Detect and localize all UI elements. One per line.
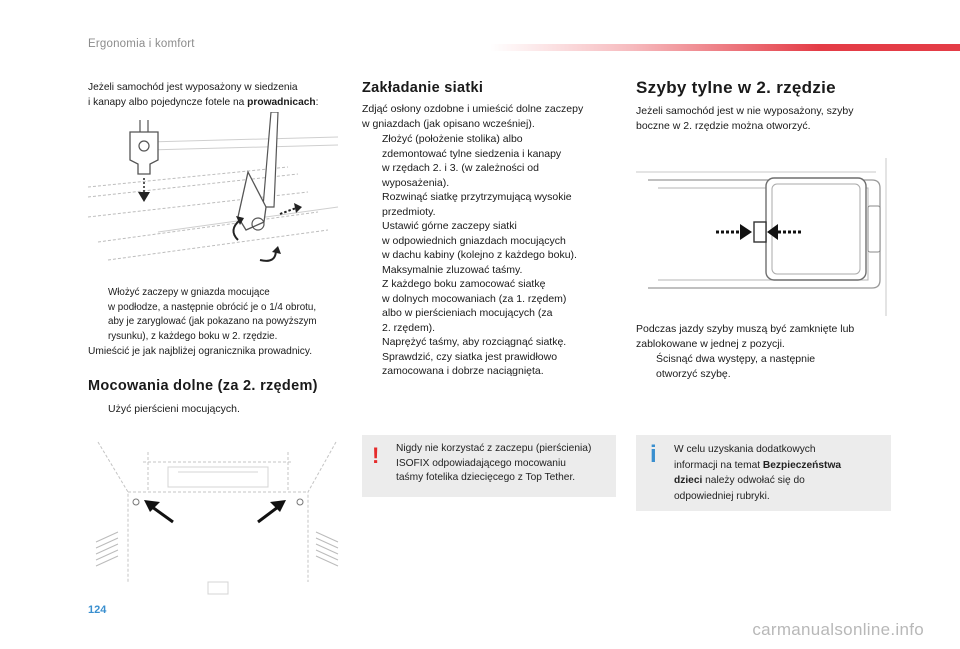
page-number: 124 bbox=[88, 604, 107, 616]
step-item bbox=[362, 132, 618, 190]
step-line: albo w pierścieniach mocujących (za bbox=[382, 307, 553, 319]
step-item bbox=[362, 190, 618, 219]
info-line: odpowiedniej rubryki. bbox=[674, 490, 770, 502]
step-item bbox=[88, 402, 350, 417]
info-icon: i bbox=[650, 441, 657, 468]
text-line: w gniazdach (jak opisano wcześniej). bbox=[362, 118, 535, 130]
info-bold: Bezpieczeństwa bbox=[762, 459, 842, 471]
step-item bbox=[362, 277, 618, 335]
intro-end: : bbox=[315, 97, 319, 108]
intro-line-1: Jeżeli samochód jest wyposażony w siedzenia bbox=[88, 82, 298, 93]
text-line: Podczas jazdy szyby muszą być zamknięte lub bbox=[636, 323, 855, 335]
info-line: W celu uzyskania dodatkowych bbox=[674, 444, 816, 455]
step-line: zamocowana i dobrze naciągnięta. bbox=[382, 365, 544, 377]
intro-bold: prowadnicach bbox=[247, 97, 316, 108]
step-item bbox=[362, 350, 618, 379]
lower-anchors-heading: Mocowania dolne (za 2. rzędem) bbox=[88, 378, 318, 394]
step-line: Złożyć (położenie stolika) albo bbox=[382, 133, 523, 145]
step-line: w rzędach 2. i 3. (w zależności od bbox=[382, 162, 539, 174]
step-line: Sprawdzić, czy siatka jest prawidłowo bbox=[382, 350, 558, 363]
step-line: Naprężyć taśmy, aby rozciągnąć siatkę. bbox=[382, 336, 567, 348]
step-line: otworzyć szybę. bbox=[656, 367, 731, 380]
step-item bbox=[88, 286, 350, 344]
text-line: boczne w 2. rzędzie można otworzyć. bbox=[636, 120, 811, 132]
info-line: należy odwołać się do bbox=[702, 475, 805, 486]
step-item bbox=[362, 219, 618, 263]
step-text: Użyć pierścieni mocujących. bbox=[108, 403, 240, 415]
net-step-list bbox=[362, 132, 618, 379]
step-line: Ustawić górne zaczepy siatki bbox=[382, 220, 517, 232]
warning-icon: ! bbox=[372, 443, 380, 468]
text-line: Zdjąć osłony ozdobne i umieścić dolne zaczepy bbox=[362, 103, 584, 115]
info-note bbox=[636, 435, 891, 511]
step-line: w dachu kabiny (kolejno z każdego boku). bbox=[382, 249, 577, 261]
info-bold: dzieci bbox=[674, 475, 703, 486]
text-line: zablokowane w jednej z pozycji. bbox=[636, 338, 785, 350]
header-accent-bar bbox=[490, 44, 960, 51]
warning-line: taśmy fotelika dziecięcego z Top Tether. bbox=[396, 472, 576, 483]
step-line: wyposażenia). bbox=[382, 176, 450, 189]
step-line: rysunku), z każdego boku w 2. rzędzie. bbox=[108, 330, 278, 342]
step-line: Ścisnąć dwa występy, a następnie bbox=[656, 353, 816, 365]
warning-text bbox=[396, 442, 612, 486]
step-list-lower bbox=[88, 402, 350, 417]
warning-line: ISOFIX odpowiadającego mocowaniu bbox=[396, 457, 566, 469]
step-line: w podłodze, a następnie obrócić je o 1/4 obrotu, bbox=[108, 301, 317, 313]
warning-line: Nigdy nie korzystać z zaczepu (pierścienia) bbox=[396, 443, 592, 454]
info-text bbox=[674, 442, 886, 504]
warning-note bbox=[362, 435, 616, 497]
section-title: Ergonomia i komfort bbox=[88, 38, 195, 50]
window-step-list bbox=[636, 352, 892, 381]
step-line: Maksymalnie zluzować taśmy. bbox=[382, 263, 523, 276]
step-line: Włożyć zaczepy w gniazda mocujące bbox=[108, 287, 270, 298]
step-list-anchors bbox=[88, 286, 350, 359]
step-line: 2. rzędem). bbox=[382, 321, 436, 334]
intro-text bbox=[88, 80, 350, 110]
rear-windows-heading: Szyby tylne w 2. rzędzie bbox=[636, 78, 836, 97]
guide-note: Umieścić je jak najbliżej ogranicznika prowadnicy. bbox=[88, 346, 313, 357]
floor-rings-illustration bbox=[88, 432, 346, 597]
step-line: przedmioty. bbox=[382, 205, 436, 218]
step-line: Z każdego boku zamocować siatkę bbox=[382, 278, 546, 290]
net-install-text bbox=[362, 102, 618, 379]
rear-window-illustration bbox=[636, 158, 892, 316]
anchor-illustration bbox=[88, 112, 346, 272]
step-item bbox=[362, 263, 618, 278]
net-intro bbox=[362, 102, 618, 132]
step-item bbox=[362, 335, 618, 350]
rear-windows-intro bbox=[636, 104, 892, 134]
step-line: Rozwinąć siatkę przytrzymującą wysokie bbox=[382, 191, 572, 203]
intro-line-2: i kanapy albo pojedyncze fotele na bbox=[88, 97, 248, 108]
step-line: w odpowiednich gniazdach mocujących bbox=[382, 234, 566, 247]
text-line: Jeżeli samochód jest w nie wyposażony, szyby bbox=[636, 105, 854, 117]
step-line: zdemontować tylne siedzenia i kanapy bbox=[382, 147, 562, 160]
info-line: informacji na temat bbox=[674, 459, 763, 471]
net-install-heading: Zakładanie siatki bbox=[362, 80, 484, 96]
watermark: carmanualsonline.info bbox=[752, 620, 924, 639]
step-line: w dolnych mocowaniach (za 1. rzędem) bbox=[382, 292, 567, 305]
column-left bbox=[88, 80, 350, 110]
rear-windows-usage bbox=[636, 322, 892, 381]
step-line: aby je zaryglować (jak pokazano na powyższym bbox=[108, 316, 317, 327]
step-item bbox=[636, 352, 892, 381]
